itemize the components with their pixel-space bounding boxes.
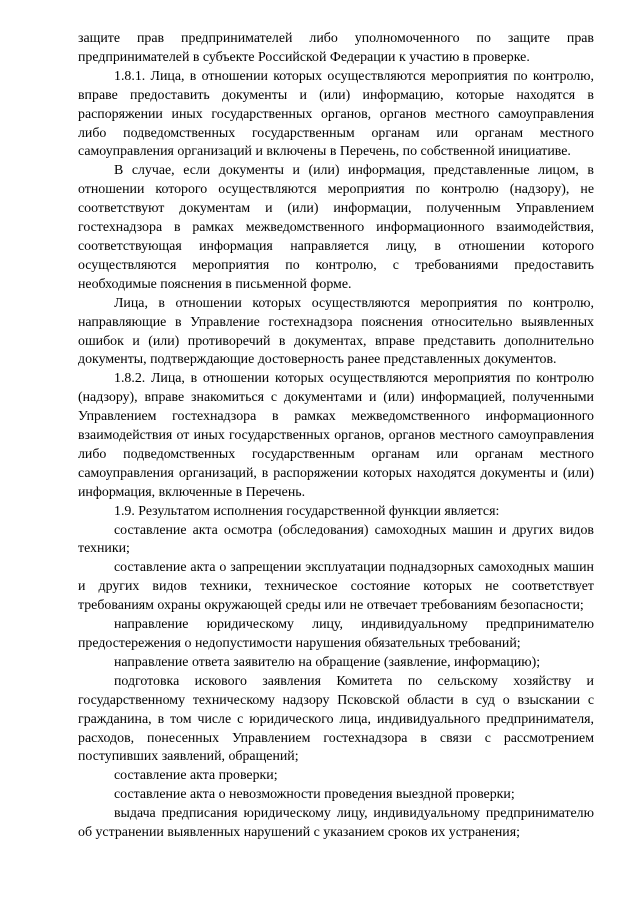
paragraph-1-9: 1.9. Результатом исполнения государственной функции является: [114, 503, 500, 519]
list-item-prescription: выдача предписания юридическому лицу, индивидуальному предпринимателю об устранении выявленных нарушений с указанием сроков их устранения; [78, 806, 594, 841]
list-item-response: направление ответа заявителю на обращение (заявление, информацию); [114, 654, 541, 670]
paragraph-1-8-2: 1.8.2. Лица, в отношении которых осуществляются мероприятия по контролю (надзору), вправе знакомиться с документами и (или) информацией, полученными Управлением гостехнадзора в рамках межведомственного информационного взаимодействия от иных государственных органов, органов местного самоуправления либо подведомственных государственным органам или органам местного самоуправления организаций, в распоряжении которых находятся документы и (или) информация, включенные в Перечень. [78, 371, 594, 500]
paragraph-continuation: защите прав предпринимателей либо уполномоченного по защите прав предпринимателей в субъекте Российской Федерации к участию в проверке. [78, 31, 594, 65]
list-item-warning: направление юридическому лицу, индивидуальному предпринимателю предостережения о недопустимости нарушения обязательных требований; [78, 617, 594, 651]
paragraph-explanations: Лица, в отношении которых осуществляются мероприятия по контролю, направляющие в Управление гостехнадзора пояснения относительно выявленных ошибок и (или) противоречий в документах, вправе представить дополнительно документы, подтверждающие достоверность ранее представленных документов. [78, 295, 594, 368]
list-item-check-act: составление акта проверки; [114, 768, 278, 784]
paragraph-inconsistency: В случае, если документы и (или) информация, представленные лицом, в отношении которого осуществляются мероприятия по контролю (надзору), не соответствуют документам и (или) информации, полученным Управлением гостехнадзора в рамках межведомственного информационного взаимодействия, соответствующая информация направляется лицу, в отношении которого осуществляются мероприятия по контролю, с требованиями предоставить необходимые пояснения в письменной форме. [78, 163, 594, 292]
list-item-inspection-act: составление акта осмотра (обследования) самоходных машин и других видов техники; [78, 522, 594, 557]
list-item-lawsuit: подготовка искового заявления Комитета по сельскому хозяйству и государственному техническому надзору Псковской области в суд о взыскании с гражданина, в том числе с юридического лица, индивидуального предпринимателя, расходов, понесенных Управлением гостехнадзора в связи с рассмотрением поступивших заявлений, обращений; [78, 673, 594, 765]
list-item-prohibition-act: составление акта о запрещении эксплуатации поднадзорных самоходных машин и других видов техники, техническое состояние которых не соответствует требованиям охраны окружающей среды или не отвечает требованиям безопасности; [78, 560, 594, 614]
list-item-impossibility-act: составление акта о невозможности проведения выездной проверки; [114, 787, 515, 803]
paragraph-1-8-1: 1.8.1. Лица, в отношении которых осуществляются мероприятия по контролю, вправе предоставить документы и (или) информацию, которые находятся в распоряжении иных государственных органов, органов местного самоуправления либо подведомственных государственным органам или органам местного самоуправления организаций и включены в Перечень, по собственной инициативе. [78, 68, 594, 160]
document-page [78, 30, 594, 843]
